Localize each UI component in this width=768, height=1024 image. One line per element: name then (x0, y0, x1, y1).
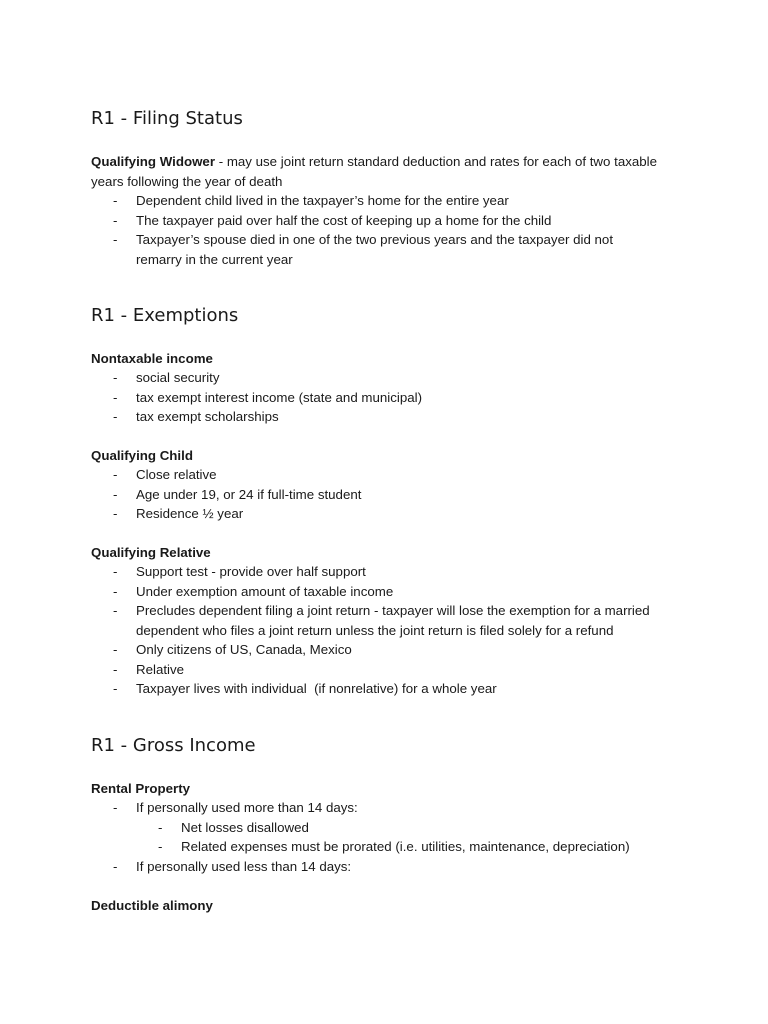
dash-bullet: - (113, 370, 118, 385)
list-item: - If personally used more than 14 days: (91, 798, 630, 818)
dash-bullet: - (113, 232, 118, 247)
list-item: - social security (91, 368, 422, 388)
list-item: - Only citizens of US, Canada, Mexico (91, 640, 676, 660)
filing-status-list (91, 191, 691, 269)
section-filing-status (91, 107, 243, 131)
list-item: - tax exempt scholarships (91, 407, 422, 427)
dash-bullet: - (158, 839, 163, 854)
group-title: Qualifying Child (91, 448, 193, 463)
list-item: - Related expenses must be prorated (i.e. utilities, maintenance, depreciation) (91, 837, 630, 857)
dash-bullet: - (113, 858, 118, 874)
list-item: - Support test - provide over half support (91, 562, 676, 582)
group-title: Rental Property (91, 781, 191, 796)
group-title: Deductible alimony (91, 898, 213, 913)
rental-sublist (91, 818, 630, 857)
list-item: - If personally used less than 14 days: (91, 857, 630, 877)
dash-bullet: - (113, 409, 118, 424)
dash-bullet: - (113, 681, 118, 696)
list-item: - tax exempt interest income (state and municipal) (91, 388, 422, 408)
list-item: - Close relative (91, 465, 361, 485)
section-heading: R1 - Gross Income (91, 735, 256, 756)
list-item: - Under exemption amount of taxable income (91, 582, 676, 602)
list-item: - Residence ½ year (91, 504, 361, 524)
filing-status-body (91, 152, 691, 269)
dash-bullet: - (113, 583, 118, 599)
gross-income-alimony (91, 896, 213, 915)
dash-bullet: - (113, 642, 118, 657)
list-item: - Dependent child lived in the taxpayer’s home for the entire year (91, 191, 691, 211)
dash-bullet: - (113, 564, 118, 579)
dash-bullet: - (113, 193, 118, 208)
section-heading: R1 - Filing Status (91, 108, 243, 129)
rental-list-2 (91, 857, 630, 877)
rental-list (91, 798, 630, 818)
exemptions-qualifying-relative (91, 543, 676, 699)
qualifying-widower-paragraph (91, 152, 691, 191)
nontaxable-list (91, 368, 422, 427)
exemptions-qualifying-child (91, 446, 361, 524)
list-item: - Net losses disallowed (91, 818, 630, 838)
dash-bullet: - (113, 661, 118, 677)
qualifying-relative-list (91, 562, 676, 699)
dash-bullet: - (113, 603, 118, 618)
dash-bullet: - (158, 819, 163, 835)
list-item: - Age under 19, or 24 if full-time student (91, 485, 361, 505)
list-item: - Taxpayer’s spouse died in one of the two previous years and the taxpayer did not remarry in the current year (113, 232, 614, 267)
list-item: - Precludes dependent filing a joint return - taxpayer will lose the exemption for a married dependent who files a joint return unless the joint return is filed solely for a refund (113, 603, 650, 638)
section-exemptions (91, 304, 238, 328)
exemptions-nontaxable (91, 349, 422, 427)
dash-bullet: - (113, 212, 118, 228)
qualifying-child-list (91, 465, 361, 524)
group-title: Qualifying Relative (91, 545, 211, 560)
section-heading: R1 - Exemptions (91, 305, 239, 326)
dash-bullet: - (113, 506, 118, 521)
list-item: - Relative (91, 660, 676, 680)
list-item: - Taxpayer lives with individual (if nonrelative) for a whole year (91, 679, 676, 699)
group-title: Nontaxable income (91, 351, 213, 366)
gross-income-rental (91, 779, 630, 876)
dash-bullet: - (113, 467, 118, 482)
section-gross-income (91, 734, 256, 758)
dash-bullet: - (113, 800, 118, 815)
qualifying-widower-text: - may use joint return standard deduction and rates for each of two taxable years following the year of death (91, 154, 658, 189)
dash-bullet: - (113, 486, 118, 502)
list-item: - The taxpayer paid over half the cost of keeping up a home for the child (91, 211, 691, 231)
qualifying-widower-label: Qualifying Widower (91, 154, 215, 169)
dash-bullet: - (113, 389, 118, 405)
